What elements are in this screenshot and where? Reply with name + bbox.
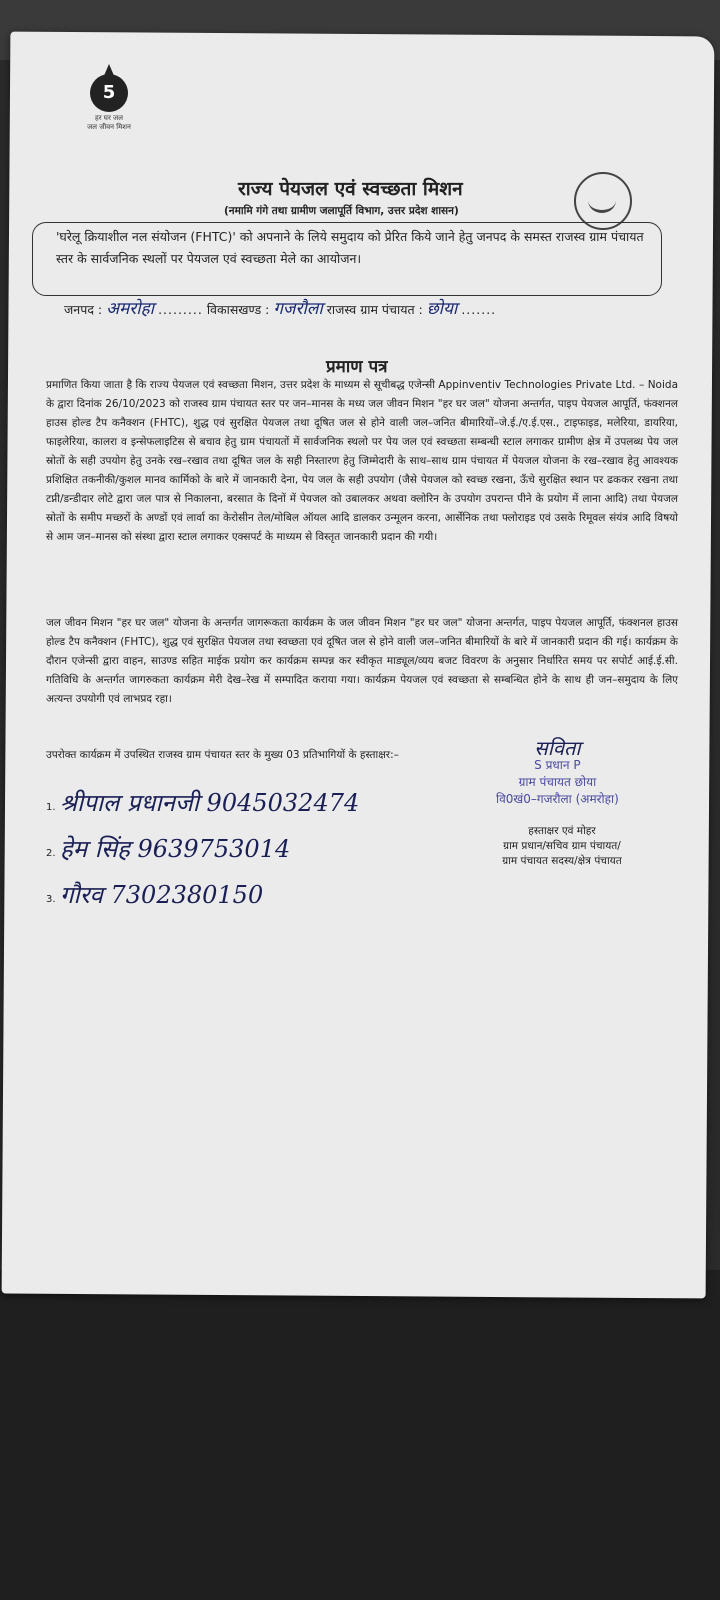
gp-label: राजस्व ग्राम पंचायत :	[326, 302, 423, 317]
paragraph-2: जल जीवन मिशन "हर घर जल" योजना के अन्तर्गत जागरूकता कार्यक्रम के जल जीवन मिशन "हर घर जल" योजना अन्तर्गत, पाइप पेयजल आपूर्ति, फंक्शनल हाउस होल्ड टैप कनैक्शन (FHTC), शुद्ध एवं सुरक्षित पेयजल तथा स्वच्छता एवं दूषित जल से होने वाली जल–जनित बीमारियों के बारे में जानकारी प्रदान की गई। कार्यक्रम के दौरान एजेन्सी द्वारा वाहन, साउण्ड सहित माईक प्रयोग कर कार्यक्रम सम्पन्न कर स्वीकृत माड्यूल/व्यय बजट विवरण के अनुसार निर्धारित समय पर सपोर्ट आई.ई.सी. गतिविधि के अन्तर्गत जागरुकता कार्यक्रम मेरी देख–रेख में सम्पादित कराया गया। कार्यक्रम पेयजल एवं स्वच्छता से सम्बन्धित होने के साथ ही जन–समुदाय के लिए अत्यन्त उपयोगी एवं लाभप्रद रहा।	[46, 617, 678, 705]
stamp-signature: सविता	[534, 736, 581, 760]
stamp-line-1: S प्रधान P	[534, 758, 581, 772]
authority-block	[462, 824, 662, 869]
authority-line-1: हस्ताक्षर एवं मोहर	[528, 825, 596, 837]
signature-value: श्रीपाल प्रधानजी 9045032474	[60, 789, 360, 817]
stamp-line-3: वि0खं0–गजरौला (अमरोहा)	[496, 792, 619, 806]
logo-text: हर घर जल जल जीवन मिशन	[87, 114, 131, 131]
signature-number: 1.	[46, 802, 56, 813]
document-subtitle: (नमामि गंगे तथा ग्रामीण जलापूर्ति विभाग, उत्तर प्रदेश शासन)	[224, 205, 459, 217]
block-value: गजरौला	[273, 299, 323, 319]
signature-value: गौरव 7302380150	[60, 881, 264, 909]
paragraph-1: प्रमाणित किया जाता है कि राज्य पेयजल एवं स्वच्छता मिशन, उत्तर प्रदेश के माध्यम से सूचीबद्ध एजेन्सी Appinventiv Technologies Private Ltd. – Noida के द्वारा दिनांक 26/10/2023 को राजस्व ग्राम पंचायत स्तर पर जन–मानस के मध्य जल जीवन मिशन "हर घर जल" योजना अन्तर्गत, पाइप पेयजल आपूर्ति, फंक्शनल हाउस होल्ड टैप कनैक्शन (FHTC), शुद्ध एवं सुरक्षित पेयजल तथा दूषित जल से होने वाली जल–जनित बीमारियों–जे.ई./ए.ई.एस., टाइफाइड, मलेरिया, डायरिया, फाइलेरिया, कालरा व इन्सेफलाइटिस से बचाव हेतु ग्राम पंचायतों में सार्वजनिक स्थलो पर पेय जल एवं स्वच्छता सम्बन्धी स्टाल लगाकर ग्रामीण क्षेत्र में उपलब्ध पेय जल स्रोतों के सही उपयोग हेतु उनके रख–रखाव तथा दूषित जल के सही निस्तारण हेतु जिम्मेदारी के साथ–साथ ग्राम पंचायत में पेयजल योजना के रख–रखाव हेतु आवश्यक प्रशिक्षित तकनीकी/कुशल मानव कार्मिको के बारे में जानकारी देना, पेय जल के सही उपयोग (जैसे पेयजल को स्वच्छ रखना, ऊँचे सुरक्षित स्थान पर ढककर रखना तथा टप्नी/डन्डीदार लोटे द्वारा जल पात्र से निकालना, बरसात के दिनों में पेयजल को उबालकर अथवा क्लोरिन के उपयोग उपरान्त पीने के प्रयोग में लाना आदि) तथा पेयजल स्रोतों के समीप मच्छरों के अण्डों एवं लार्वा का केरोसीन तेल/मोबिल ऑयल आदि डालकर उन्मूलन करना, आर्सेनिक तथा फ्लोराइड एवं उसके रिमूवल संयंत्र आदि विषयो से आम जन–मानस को संस्था द्वारा स्टाल लगाकर एक्सपर्ट के माध्यम से विस्तृत जानकारी प्रदान की गयी।	[46, 379, 678, 543]
participants-intro: उपरोक्त कार्यक्रम में उपस्थित राजस्व ग्राम पंचायत स्तर के मुख्य 03 प्रतिभागियों के हस्ताक्षर:–	[46, 749, 399, 761]
district-label: जनपद :	[64, 302, 103, 317]
signature-value: हेम सिंह 9639753014	[60, 835, 291, 863]
signature-number: 2.	[46, 848, 56, 859]
jal-jeevan-logo	[72, 74, 146, 132]
banner-text: 'घरेलू क्रियाशील नल संयोजन (FHTC)' को अपनाने के लिये समुदाय को प्रेरित किये जाने हेतु जनपद के समस्त राजस्व ग्राम पंचायत स्तर के सार्वजनिक स्थलों पर पेयजल एवं स्वच्छता मेले का आयोजन।	[56, 229, 644, 266]
signature-number: 3.	[46, 894, 56, 905]
background-bottom	[0, 1270, 720, 1600]
gp-value: छोया	[426, 299, 458, 319]
certificate-title: प्रमाण पत्र	[326, 357, 388, 377]
water-drop-icon: 5	[90, 74, 128, 112]
document-title: राज्य पेयजल एवं स्वच्छता मिशन	[238, 178, 463, 200]
stamp-line-2: ग्राम पंचायत छोया	[518, 775, 597, 789]
block-label: विकासखण्ड :	[206, 302, 270, 317]
district-value: अमरोहा	[106, 299, 155, 319]
pradhan-stamp	[496, 736, 619, 808]
authority-line-3: ग्राम पंचायत सदस्य/क्षेत्र पंचायत	[502, 855, 622, 867]
location-fields: जनपद : अमरोहा ......... विकासखण्ड : गजरौला राजस्व ग्राम पंचायत : छोया .......	[64, 296, 704, 319]
authority-line-2: ग्राम प्रधान/सचिव ग्राम पंचायत/	[503, 840, 621, 852]
